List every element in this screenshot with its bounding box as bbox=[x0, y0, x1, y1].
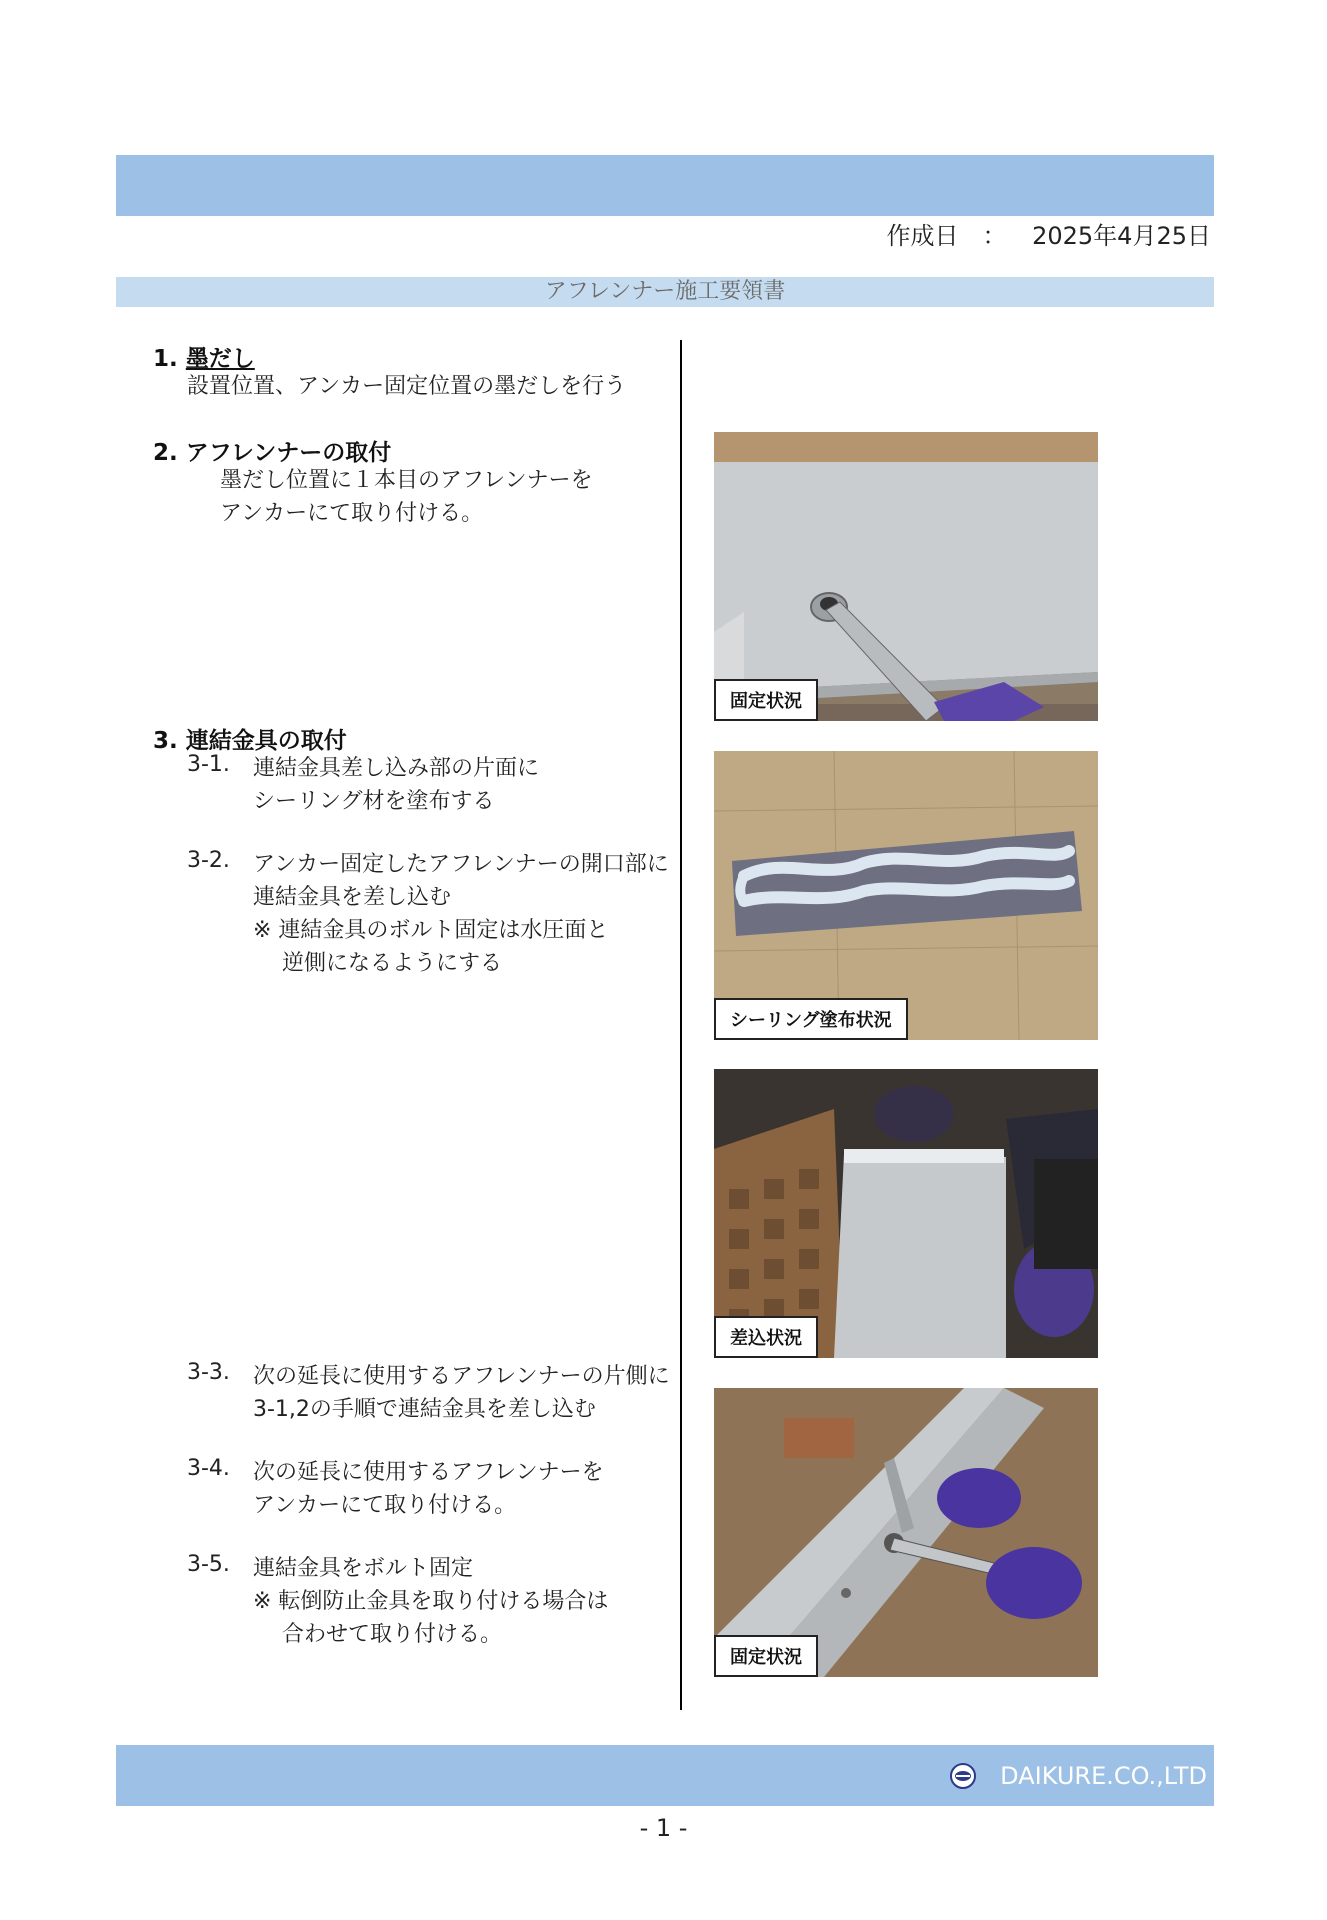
text-line: 設置位置、アンカー固定位置の墨だしを行う bbox=[187, 374, 627, 399]
text-line: 連結金具差し込み部の片面に bbox=[253, 756, 540, 781]
step-number: 3-1. bbox=[187, 752, 230, 777]
bolting-photo-image bbox=[714, 1388, 1098, 1677]
text-line: シーリング材を塗布する bbox=[253, 789, 495, 814]
text-line: 墨だし位置に１本目のアフレンナーを bbox=[220, 468, 593, 493]
company-mark bbox=[950, 1762, 1207, 1790]
fixing-photo-image bbox=[714, 432, 1098, 721]
text-line: ※ 転倒防止金具を取り付ける場合は bbox=[253, 1589, 609, 1614]
section-title: 墨だし bbox=[185, 346, 255, 372]
photo-fixing bbox=[714, 432, 1098, 721]
photo-inserting bbox=[714, 1069, 1098, 1358]
step-number: 3-3. bbox=[187, 1360, 230, 1385]
text-line: ※ 連結金具のボルト固定は水圧面と bbox=[253, 918, 609, 943]
column-divider bbox=[680, 340, 682, 1710]
section-2-text bbox=[220, 464, 593, 530]
text-line: 連結金具を差し込む bbox=[253, 885, 452, 910]
section-title: アフレンナーの取付 bbox=[185, 440, 392, 466]
step-3-4-text bbox=[253, 1456, 604, 1522]
text-line: 連結金具をボルト固定 bbox=[253, 1556, 474, 1581]
date-label: 作成日 ： bbox=[886, 222, 1007, 250]
text-line: 逆側になるようにする bbox=[253, 951, 502, 976]
step-3-1-text bbox=[253, 752, 539, 818]
header-band bbox=[116, 155, 1214, 216]
sealing-photo-image bbox=[714, 751, 1098, 1040]
section-number: 1. bbox=[153, 346, 178, 372]
company-logo-icon bbox=[950, 1763, 976, 1789]
inserting-photo-image bbox=[714, 1069, 1098, 1358]
step-3-5-text bbox=[253, 1552, 608, 1651]
text-line: 次の延長に使用するアフレンナーの片側に bbox=[253, 1364, 670, 1389]
step-3-2-text bbox=[253, 848, 669, 980]
section-heading-2 bbox=[153, 434, 391, 467]
step-number: 3-5. bbox=[187, 1552, 230, 1577]
section-heading-3 bbox=[153, 722, 347, 755]
photo-sealing bbox=[714, 751, 1098, 1040]
text-line: アンカーにて取り付ける。 bbox=[220, 501, 484, 526]
section-number: 3. bbox=[153, 728, 178, 754]
text-line: アンカーにて取り付ける。 bbox=[253, 1493, 517, 1518]
company-name: DAIKURE.CO.,LTD bbox=[1000, 1762, 1207, 1790]
text-line: 3-1,2の手順で連結金具を差し込む bbox=[253, 1397, 596, 1422]
photo-caption: 固定状況 bbox=[714, 679, 818, 721]
step-3-3-text bbox=[253, 1360, 670, 1426]
photo-caption: シーリング塗布状況 bbox=[714, 998, 908, 1040]
page-number: - 1 - bbox=[639, 1814, 688, 1842]
photo-bolting bbox=[714, 1388, 1098, 1677]
text-line: 次の延長に使用するアフレンナーを bbox=[253, 1460, 604, 1485]
section-1-text bbox=[187, 370, 626, 403]
step-number: 3-4. bbox=[187, 1456, 230, 1481]
section-number: 2. bbox=[153, 440, 178, 466]
section-title: 連結金具の取付 bbox=[185, 728, 347, 754]
step-number: 3-2. bbox=[187, 848, 230, 873]
date-value: 2025年4月25日 bbox=[1032, 222, 1211, 250]
document-title: アフレンナー施工要領書 bbox=[116, 277, 1214, 307]
photo-caption: 差込状況 bbox=[714, 1316, 818, 1358]
text-line: アンカー固定したアフレンナーの開口部に bbox=[253, 852, 669, 877]
creation-date bbox=[886, 216, 1211, 251]
photo-caption: 固定状況 bbox=[714, 1635, 818, 1677]
section-heading-1 bbox=[153, 340, 255, 373]
text-line: 合わせて取り付ける。 bbox=[253, 1622, 502, 1647]
